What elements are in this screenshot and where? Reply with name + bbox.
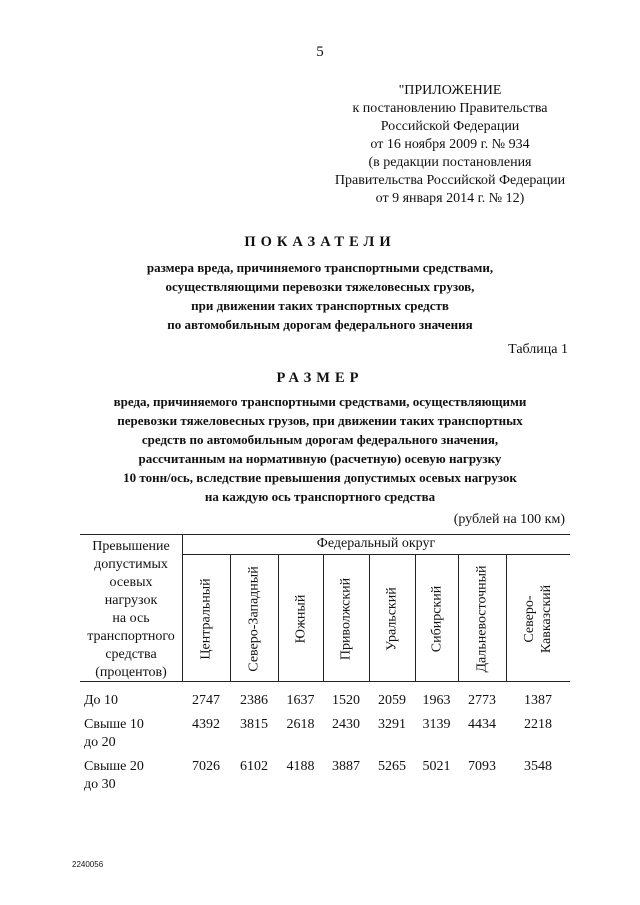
table-cell: 2059 — [378, 693, 406, 708]
district-column-header — [369, 555, 415, 682]
subtitle-line: по автомобильным дорогам федерального значения — [167, 317, 473, 332]
row-label — [84, 692, 118, 710]
table-row — [80, 758, 570, 794]
district-name-line: Дальневосточный — [474, 564, 490, 673]
district-name-line: Кавказский — [539, 584, 554, 653]
table-cell: 2218 — [524, 717, 552, 732]
district-column-header — [230, 555, 278, 682]
column-rule — [458, 555, 459, 682]
page-number: 5 — [316, 44, 324, 60]
annex-line: Правительства Российской Федерации — [334, 173, 566, 188]
district-name — [198, 578, 215, 659]
row-label-line: Свыше 20 — [84, 759, 144, 774]
annex-line: от 9 января 2014 г. № 12) — [375, 191, 525, 206]
district-column-header — [323, 555, 369, 682]
table-label: Таблица 1 — [508, 342, 568, 357]
table-cell: 5265 — [378, 759, 406, 774]
table-cell: 3815 — [240, 717, 268, 732]
column-rule — [230, 555, 231, 682]
annex-line: "ПРИЛОЖЕНИЕ — [398, 83, 502, 98]
table-subtitle-line: рассчитанным на нормативную (расчетную) осевую нагрузку — [138, 451, 502, 466]
row-label-line: до 30 — [84, 777, 116, 792]
table-cell: 2386 — [240, 693, 268, 708]
corner-header-line: нагрузок — [104, 593, 158, 608]
district-name — [338, 577, 355, 659]
table-subtitle-line: 10 тонн/ось, вследствие превышения допустимых осевых нагрузок — [123, 470, 517, 485]
annex-line: (в редакции постановления — [368, 155, 532, 170]
column-rule — [506, 555, 507, 682]
document-title: ПОКАЗАТЕЛИ — [244, 234, 396, 250]
table-cell: 4392 — [192, 717, 220, 732]
corner-header — [80, 538, 182, 682]
column-rule — [415, 555, 416, 682]
annex-line: от 16 ноября 2009 г. № 934 — [370, 137, 530, 152]
table-cell: 1520 — [332, 693, 360, 708]
group-header: Федеральный округ — [316, 536, 436, 551]
table-title: РАЗМЕР — [276, 370, 364, 386]
annex-line: к постановлению Правительства — [352, 101, 548, 116]
district-name-line: Сибирский — [429, 585, 444, 652]
subtitle-line: размера вреда, причиняемого транспортными средствами, — [146, 260, 494, 275]
corner-header-line: (процентов) — [95, 665, 167, 680]
table-cell: 2773 — [468, 693, 496, 708]
table-cell: 3139 — [422, 717, 451, 732]
table-cell: 6102 — [240, 759, 268, 774]
table-cell: 3548 — [524, 759, 552, 774]
district-column-header — [182, 555, 230, 682]
footer-code: 2240056 — [72, 860, 104, 869]
district-column-header — [506, 555, 570, 682]
annex-line: Российской Федерации — [380, 119, 520, 134]
subtitle-line: при движении таких транспортных средств — [191, 298, 449, 313]
table-cell: 4188 — [286, 759, 315, 774]
table-cell: 4434 — [468, 717, 496, 732]
table-cell: 2618 — [286, 717, 315, 732]
corner-header-line: осевых — [109, 575, 153, 590]
annex-block — [300, 82, 600, 208]
district-name-line: Уральский — [384, 586, 400, 651]
district-name — [428, 585, 445, 651]
row-label-line: До 10 — [84, 693, 119, 708]
table-cell: 7093 — [468, 759, 496, 774]
district-name-line: Северо-Западный — [246, 565, 262, 672]
column-rule — [369, 555, 370, 682]
table-cell: 5021 — [422, 759, 451, 774]
row-label — [84, 716, 144, 752]
corner-header-line: транспортного — [87, 629, 175, 644]
table-subtitle-line: средств по автомобильным дорогам федерального значения, — [141, 432, 499, 447]
district-name-line: Центральный — [198, 577, 214, 660]
district-name — [474, 565, 491, 672]
table-cell: 1637 — [286, 693, 315, 708]
table-subtitle-line: вреда, причиняемого транспортными средствами, осуществляющими — [113, 394, 527, 409]
district-name-line: Приволжский — [338, 577, 354, 660]
table-subtitle-line: на каждую ось транспортного средства — [204, 489, 436, 504]
row-label — [84, 758, 144, 794]
corner-header-line: Превышение — [92, 539, 170, 554]
column-rule — [278, 555, 279, 682]
table-cell: 3887 — [332, 759, 360, 774]
table-cell: 7026 — [192, 759, 220, 774]
table-cell: 1963 — [422, 693, 451, 708]
row-label-line: Свыше 10 — [84, 717, 144, 732]
table-subtitle-line: перевозки тяжеловесных грузов, при движении таких транспортных — [117, 413, 523, 428]
document-subtitle — [60, 258, 580, 334]
table-cell: 2747 — [192, 693, 220, 708]
district-column-header — [415, 555, 458, 682]
district-name-line: Южный — [293, 594, 308, 643]
corner-header-line: допустимых — [94, 557, 168, 572]
district-column-header — [278, 555, 323, 682]
row-label-line: до 20 — [84, 735, 116, 750]
corner-header-line: средства — [105, 647, 157, 662]
table-cell: 3291 — [378, 717, 406, 732]
column-rule — [323, 555, 324, 682]
table-cell: 2430 — [332, 717, 360, 732]
damage-table — [80, 534, 570, 792]
table-header — [80, 534, 570, 682]
table-cell: 1387 — [524, 693, 552, 708]
district-name — [246, 566, 263, 671]
table-row — [80, 692, 570, 710]
corner-header-line: на ось — [112, 611, 150, 626]
units-label: (рублей на 100 км) — [453, 512, 565, 527]
district-name — [521, 584, 555, 652]
subtitle-line: осуществляющими перевозки тяжеловесных грузов, — [165, 279, 475, 294]
table-subtitle — [60, 392, 580, 506]
district-name-line: Северо- — [522, 594, 537, 643]
table-row — [80, 716, 570, 752]
district-name — [384, 587, 401, 650]
district-name — [292, 594, 309, 643]
district-column-header — [458, 555, 506, 682]
